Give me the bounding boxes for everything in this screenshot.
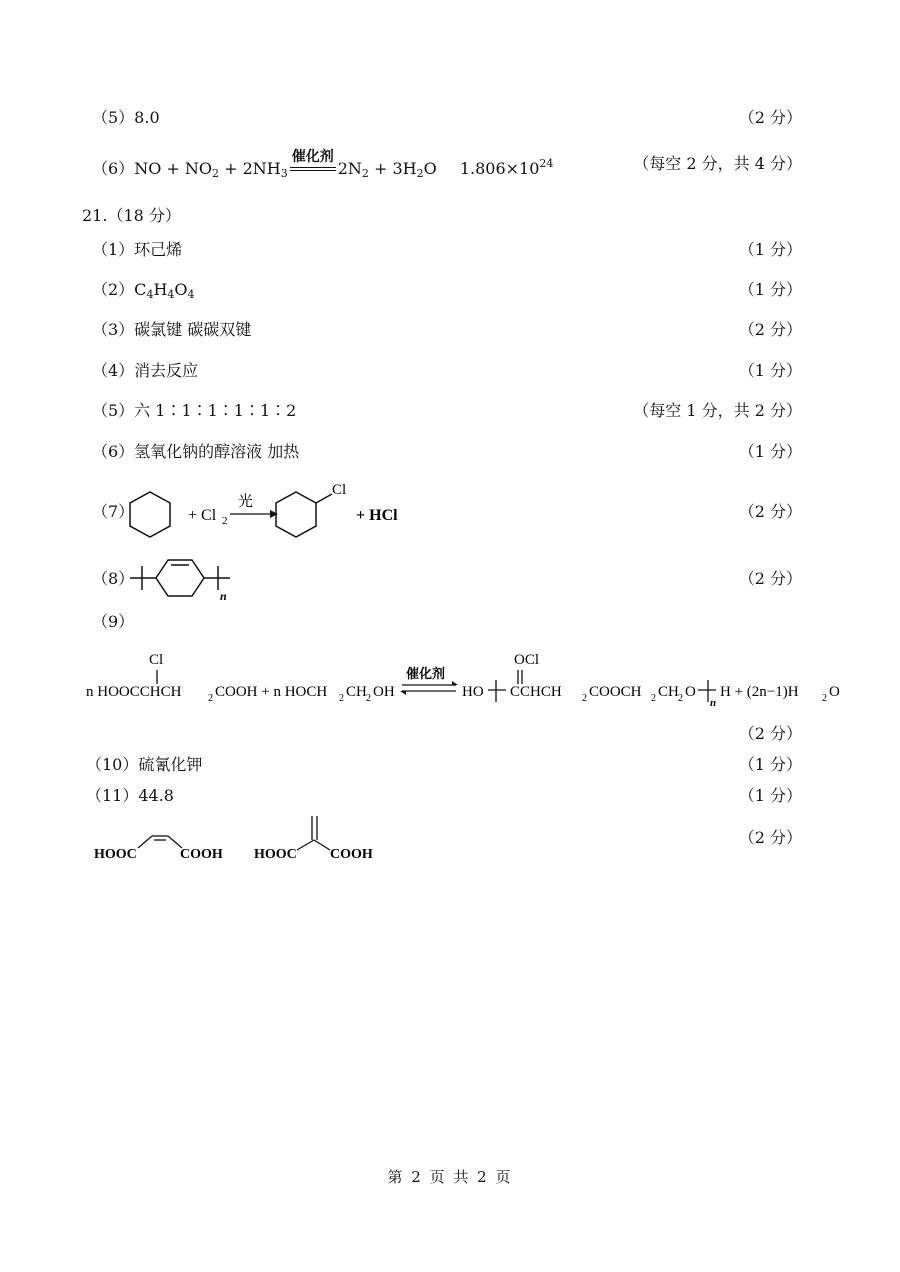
item-5-score: （2 分） — [738, 108, 802, 127]
part-6-answer: （6）氢氧化钠的醇溶液 加热 — [92, 442, 300, 461]
part-7-reaction — [120, 478, 420, 548]
page-footer: 第 2 页 共 2 页 — [387, 1168, 513, 1186]
plus-cl2: + Cl — [188, 507, 217, 524]
svg-text:COOH + n HOCH: COOH + n HOCH — [215, 684, 328, 700]
item-6-score: （每空 2 分，共 4 分） — [633, 154, 802, 173]
svg-text:Cl: Cl — [149, 652, 164, 668]
svg-text:2: 2 — [582, 693, 587, 704]
part-3-score: （2 分） — [738, 320, 802, 339]
part-7-label: （7） — [92, 502, 135, 521]
svg-text:2: 2 — [208, 693, 213, 704]
item-5-answer: （5）8.0 — [92, 108, 160, 127]
svg-text:CH: CH — [346, 684, 367, 700]
svg-text:n HOOCCHCH: n HOOCCHCH — [86, 684, 182, 700]
part-10-score: （1 分） — [738, 755, 802, 774]
arrow-head-icon — [270, 510, 278, 518]
svg-text:2: 2 — [678, 693, 683, 704]
part-9-score: （2 分） — [738, 724, 802, 743]
maleic-cooh: COOH — [180, 847, 223, 862]
part-8-label: （8） — [92, 569, 135, 588]
maleic-hooc: HOOC — [94, 847, 137, 862]
part-7-score: （2 分） — [738, 502, 802, 521]
part-4-score: （1 分） — [738, 361, 802, 380]
svg-text:OH: OH — [373, 684, 395, 700]
part-1-answer: （1）环己烯 — [92, 240, 183, 259]
part-11b-score: （2 分） — [738, 828, 802, 847]
svg-text:2: 2 — [339, 693, 344, 704]
part-10-answer: （10）硫氰化钾 — [86, 755, 203, 774]
light-label: 光 — [238, 494, 254, 510]
svg-text:CCHCH: CCHCH — [510, 684, 562, 700]
catalyst-label: 催化剂 — [291, 149, 334, 165]
part-8-score: （2 分） — [738, 569, 802, 588]
part-2-score: （1 分） — [738, 280, 802, 299]
cyclohexane-ring-icon — [130, 492, 170, 537]
part-5-score: （每空 1 分，共 2 分） — [633, 401, 802, 420]
svg-text:OCl: OCl — [514, 652, 540, 668]
part-2-answer: $(2)C_4H_4O_4$ — [92, 280, 195, 301]
svg-text:2: 2 — [822, 693, 827, 704]
part-11-structures — [90, 810, 390, 870]
part-5-answer: （5）六 1∶1∶1∶1∶1∶2 — [92, 401, 297, 420]
part-6-score: （1 分） — [738, 442, 802, 461]
part-11-score: （1 分） — [738, 786, 802, 805]
item-6-answer: $(6)NO + NO_2 + 2NH_3$ 催化剂 $2N_2 + 3H_2O$ $1.806\times 10^{24}$ — [92, 149, 554, 180]
svg-text:2: 2 — [651, 693, 656, 704]
svg-text:O: O — [829, 684, 840, 700]
cl2-sub: 2 — [222, 515, 228, 527]
svg-text:2: 2 — [366, 693, 371, 704]
svg-text:催化剂: 催化剂 — [406, 666, 446, 681]
svg-text:HO: HO — [462, 684, 484, 700]
svg-text:O: O — [685, 684, 696, 700]
methylene-cooh: COOH — [330, 847, 373, 862]
question-21-title: 21.（18 分） — [82, 206, 181, 225]
part-9-equation — [84, 640, 844, 712]
svg-text:n: n — [710, 697, 717, 709]
svg-text:COOCH: COOCH — [589, 684, 642, 700]
cl-substituent: Cl — [332, 482, 347, 498]
polymer-n: n — [220, 589, 227, 603]
plus-hcl: + HCl — [356, 507, 398, 524]
svg-text:H + (2n−1)H: H + (2n−1)H — [720, 684, 799, 700]
part-3-answer: （3）碳氯键 碳碳双键 — [92, 320, 252, 339]
part-11-answer: （11）44.8 — [86, 786, 174, 805]
methylene-hooc: HOOC — [254, 847, 297, 862]
part-1-score: （1 分） — [738, 240, 802, 259]
part-9-label: （9） — [92, 612, 135, 631]
part-8-polymer — [126, 548, 236, 608]
svg-text:CH: CH — [658, 684, 679, 700]
part-4-answer: （4）消去反应 — [92, 361, 199, 380]
chlorocyclohexane-ring-icon — [276, 492, 316, 537]
